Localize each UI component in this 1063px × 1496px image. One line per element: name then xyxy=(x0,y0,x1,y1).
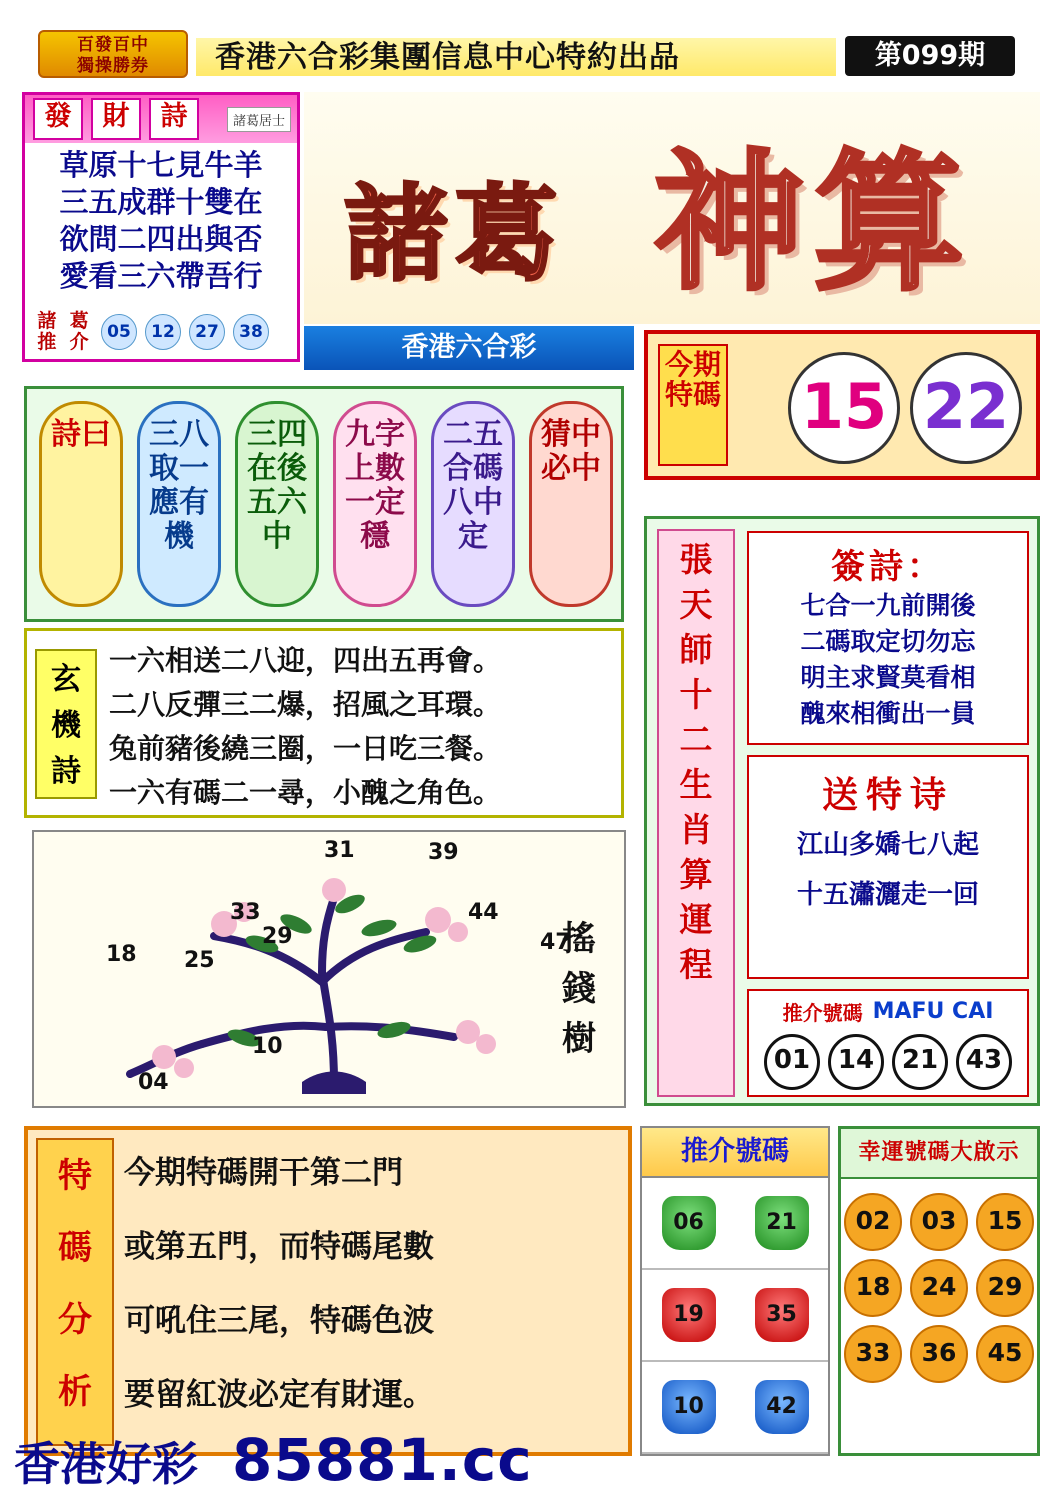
poem-line: 草原十七見牛羊 xyxy=(59,148,263,182)
capsule-row xyxy=(24,386,624,622)
recommend-header xyxy=(749,997,1027,1026)
main-title-right: 神算 xyxy=(654,137,975,311)
poem-line: 愛看三六帶吾行 xyxy=(59,259,263,293)
xuanji-line: 兔前豬後繞三圈，一日吃三餐。 xyxy=(109,732,502,765)
grid-ball: 06 xyxy=(662,1196,716,1250)
number-ball: 21 xyxy=(892,1034,948,1090)
grid-ball: 10 xyxy=(662,1380,716,1434)
special-ball-2: 22 xyxy=(910,352,1022,464)
capsule-text: 三八取一應有機 xyxy=(149,417,209,554)
xuanji-line: 二八反彈三二爆，招風之耳環。 xyxy=(109,688,502,721)
watermark-text: 香港好彩 xyxy=(14,1437,198,1491)
recommend-numbers-box xyxy=(747,989,1029,1097)
watermark xyxy=(14,1426,714,1494)
poem-head-char-1: 發 xyxy=(33,98,83,140)
zhang-vertical-title: 張 天 師 十 二 生 肖 算 運 程 xyxy=(657,529,735,1097)
logo-line-1: 百發百中 xyxy=(77,35,149,55)
lucky-numbers-grid xyxy=(841,1179,1037,1383)
poem-line: 欲問二四出與否 xyxy=(59,222,263,256)
grid-row xyxy=(642,1270,828,1362)
main-title-left: 諸葛 xyxy=(344,173,565,295)
lucky-ball: 33 xyxy=(844,1325,902,1383)
special-analysis-box xyxy=(24,1126,632,1456)
poem-recommend-numbers xyxy=(101,314,269,350)
songte-line: 江山多嬌七八起 xyxy=(796,830,979,860)
capsule-item xyxy=(333,401,417,607)
tree-number: 31 xyxy=(324,838,355,863)
capsule-text: 詩曰 xyxy=(51,417,111,452)
number-ball: 12 xyxy=(145,314,181,350)
page-header xyxy=(0,0,1063,88)
grid-ball: 21 xyxy=(755,1196,809,1250)
recommend-label: 推介號碼 xyxy=(782,1001,863,1025)
poem-recommend-label: 諸 葛 推 介 xyxy=(37,310,89,353)
analysis-line: 要留紅波必定有財運。 xyxy=(124,1377,434,1413)
grid-ball: 19 xyxy=(662,1288,716,1342)
recommend-grid-box xyxy=(640,1126,830,1456)
tree-number: 29 xyxy=(262,924,293,949)
analysis-line: 或第五門，而特碼尾數 xyxy=(124,1229,434,1265)
recommend-grid xyxy=(642,1178,828,1454)
xuanji-line: 一六有碼二一尋，小醜之角色。 xyxy=(109,776,502,809)
recommend-grid-title: 推介號碼 xyxy=(642,1128,828,1178)
lucky-ball: 29 xyxy=(976,1259,1034,1317)
today-special-label: 今期 特碼 xyxy=(658,344,728,466)
lucky-numbers-box xyxy=(838,1126,1040,1456)
grid-ball: 42 xyxy=(755,1380,809,1434)
songte-box xyxy=(747,755,1029,979)
lucky-ball: 45 xyxy=(976,1325,1034,1383)
poem-head-char-3: 詩 xyxy=(149,98,199,140)
songte-title: 送特诗 xyxy=(821,775,954,816)
fortune-poem-box xyxy=(22,92,300,362)
logo-line-2: 獨操勝券 xyxy=(77,56,149,76)
tree-number: 44 xyxy=(468,900,499,925)
special-ball-1: 15 xyxy=(788,352,900,464)
analysis-line: 今期特碼開干第二門 xyxy=(124,1155,403,1191)
poem-line: 三五成群十雙在 xyxy=(59,185,263,219)
poem-footer xyxy=(25,309,297,355)
money-tree-illustration xyxy=(32,830,626,1108)
header-title: 香港六合彩集團信息中心特約出品 xyxy=(215,40,680,75)
xuanji-label: 玄 機 詩 xyxy=(35,649,97,799)
lucky-ball: 24 xyxy=(910,1259,968,1317)
tree-number: 25 xyxy=(184,948,215,973)
qianshi-title: 簽詩： xyxy=(831,547,945,587)
issue-badge: 第099期 xyxy=(845,36,1015,76)
tree-number: 18 xyxy=(106,942,137,967)
lucky-ball: 03 xyxy=(910,1193,968,1251)
lucky-numbers-title: 幸運號碼大啟示 xyxy=(841,1129,1037,1179)
number-ball: 43 xyxy=(956,1034,1012,1090)
number-ball: 14 xyxy=(828,1034,884,1090)
capsule-text: 九字上數一定穩 xyxy=(345,417,405,554)
fortune-poem-header xyxy=(25,95,297,143)
capsule-title xyxy=(39,401,123,607)
analysis-line: 可吼住三尾，特碼色波 xyxy=(124,1303,434,1339)
xuanji-line: 一六相送二八迎，四出五再會。 xyxy=(109,644,502,677)
tree-number: 10 xyxy=(252,1034,283,1059)
lucky-ball: 18 xyxy=(844,1259,902,1317)
capsule-text: 三四在後五六中 xyxy=(247,417,307,554)
money-tree-graphic xyxy=(34,832,624,1106)
hk-lottery-band: 香港六合彩 xyxy=(304,326,634,370)
lucky-ball: 02 xyxy=(844,1193,902,1251)
tree-number: 04 xyxy=(138,1070,169,1095)
recommend-brand: MAFU CAI xyxy=(872,999,994,1024)
tree-number: 33 xyxy=(230,900,261,925)
number-ball: 05 xyxy=(101,314,137,350)
number-ball: 01 xyxy=(764,1034,820,1090)
recommend-balls xyxy=(749,1034,1027,1090)
poem-lines xyxy=(25,147,297,295)
capsule-item xyxy=(431,401,515,607)
tree-title: 搖 錢 樹 xyxy=(562,919,596,1059)
main-title xyxy=(304,92,1040,324)
tree-number: 39 xyxy=(428,840,459,865)
capsule-item xyxy=(235,401,319,607)
qianshi-line: 明主求賢莫看相 xyxy=(800,663,976,692)
watermark-domain: 85881.cc xyxy=(232,1426,533,1494)
capsule-item xyxy=(529,401,613,607)
zhang-tianshi-box xyxy=(644,516,1040,1106)
lucky-ball: 36 xyxy=(910,1325,968,1383)
qianshi-line: 七合一九前開後 xyxy=(800,591,976,620)
tree-number: 47 xyxy=(540,930,571,955)
lucky-ball: 15 xyxy=(976,1193,1034,1251)
number-ball: 27 xyxy=(189,314,225,350)
qianshi-line: 醜來相衝出一員 xyxy=(800,699,976,728)
brand-logo xyxy=(38,30,188,78)
capsule-text: 二五合碼八中定 xyxy=(443,417,503,554)
grid-row xyxy=(642,1178,828,1270)
grid-ball: 35 xyxy=(755,1288,809,1342)
capsule-item xyxy=(137,401,221,607)
special-analysis-label: 特 碼 分 析 xyxy=(36,1138,114,1446)
xuanji-poem-box xyxy=(24,628,624,818)
capsule-text: 猜中必中 xyxy=(541,417,601,486)
today-special-box xyxy=(644,330,1040,480)
songte-line: 十五瀟灑走一回 xyxy=(796,880,979,910)
poem-author: 諸葛居士 xyxy=(227,107,291,132)
number-ball: 38 xyxy=(233,314,269,350)
qianshi-line: 二碼取定切勿忘 xyxy=(800,627,976,656)
qianshi-box xyxy=(747,531,1029,745)
special-analysis-text xyxy=(124,1136,564,1432)
poem-head-char-2: 財 xyxy=(91,98,141,140)
xuanji-lines xyxy=(109,639,615,815)
